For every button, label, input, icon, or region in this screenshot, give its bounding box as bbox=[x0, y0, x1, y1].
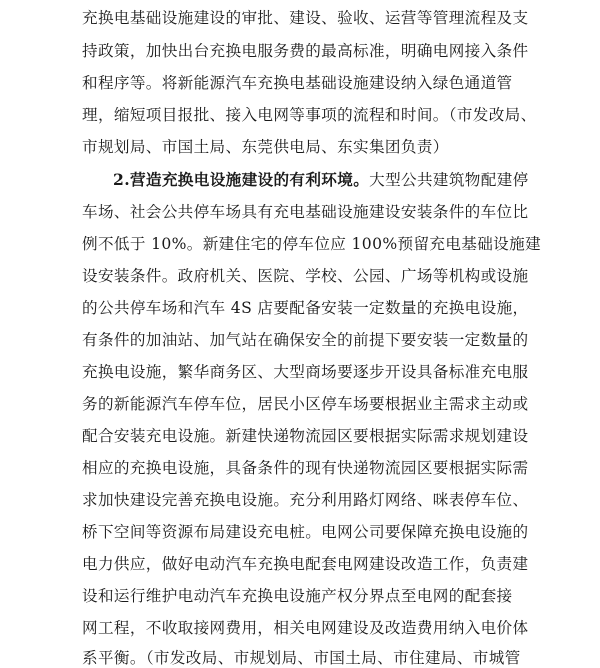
section-heading-continuation: 大型公共建筑物配建停 bbox=[369, 171, 529, 189]
text-line-16: 桥下空间等资源布局建设充电桩。电网公司要保障充换电设施的 bbox=[82, 523, 529, 541]
text-line-17: 电力供应，做好电动汽车充换电配套电网建设改造工作，负责建 bbox=[82, 555, 529, 573]
text-line-20: 系平衡。（市发改局、市规划局、市国土局、市住建局、市城管 bbox=[82, 649, 521, 667]
text-line-19: 网工程，不收取接网费用，相关电网建设及改造费用纳入电价体 bbox=[82, 619, 529, 637]
text-line-13: 配合安装充电设施。新建快递物流园区要根据实际需求规划建设 bbox=[82, 427, 529, 445]
text-line-12: 务的新能源汽车停车位，居民小区停车场要根据业主需求主动或 bbox=[82, 395, 529, 413]
section-heading-line bbox=[113, 170, 573, 190]
section-heading: 2.营造充换电设施建设的有利环境。 bbox=[113, 170, 370, 189]
text-line-18: 设和运行维护电动汽车充换电设施产权分界点至电网的配套接 bbox=[82, 587, 513, 605]
text-line-8: 设安装条件。政府机关、医院、学校、公园、广场等机构或设施 bbox=[82, 267, 529, 285]
text-line-6: 车场、社会公共停车场具有充电基础设施建设安装条件的车位比 bbox=[82, 203, 529, 221]
text-line-2: 持政策，加快出台充换电服务费的最高标准，明确电网接入条件 bbox=[82, 42, 529, 60]
text-line-4: 理，缩短项目报批、接入电网等事项的流程和时间。（市发改局、 bbox=[82, 106, 537, 124]
text-line-7: 例不低于 10%。新建住宅的停车位应 100%预留充电基础设施建 bbox=[82, 235, 542, 253]
text-line-3: 和程序等。将新能源汽车充换电基础设施建设纳入绿色通道管 bbox=[82, 74, 513, 92]
text-line-1: 充换电基础设施建设的审批、建设、验收、运营等管理流程及支 bbox=[82, 9, 529, 27]
text-line-11: 充换电设施，繁华商务区、大型商场要逐步开设具备标准充电服 bbox=[82, 363, 529, 381]
text-line-10: 有条件的加油站、加气站在确保安全的前提下要安装一定数量的 bbox=[82, 331, 529, 349]
text-line-15: 求加快建设完善充换电设施。充分利用路灯网络、咪表停车位、 bbox=[82, 491, 529, 509]
text-line-9: 的公共停车场和汽车 4S 店要配备安装一定数量的充换电设施， bbox=[82, 299, 529, 317]
text-line-14: 相应的充换电设施，具备条件的现有快递物流园区要根据实际需 bbox=[82, 459, 529, 477]
text-line-5: 市规划局、市国土局、东莞供电局、东实集团负责） bbox=[82, 138, 449, 156]
